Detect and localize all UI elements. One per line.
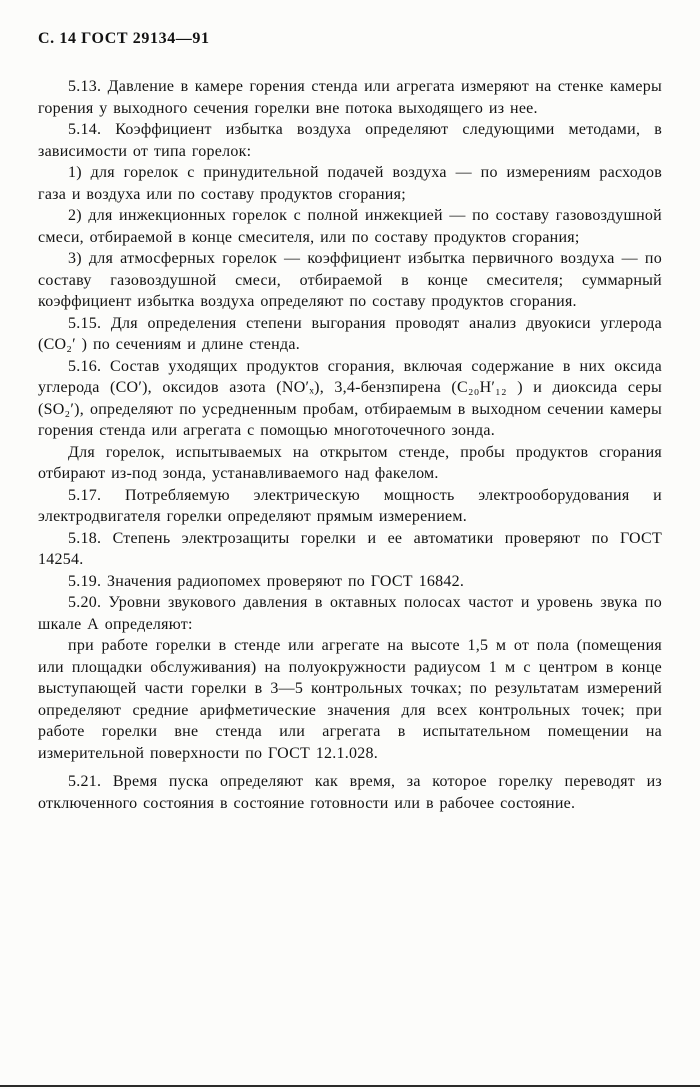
paragraph-5-14: 5.14. Коэффициент избытка воздуха определяют следующими методами, в зависимости от типа горелок:	[38, 121, 662, 160]
paragraph-5-18: 5.18. Степень электрозащиты горелки и ее автоматики проверяют по ГОСТ 14254.	[38, 529, 662, 568]
page-header: С. 14 ГОСТ 29134—91	[38, 30, 210, 47]
paragraph-5-17: 5.17. Потребляемую электрическую мощность электрооборудования и электродвигателя горелки определяют прямым измерением.	[38, 486, 662, 525]
document-body	[38, 76, 662, 814]
paragraph-5-19: 5.19. Значения радиопомех проверяют по ГОСТ 16842.	[68, 572, 465, 590]
paragraph-5-21: 5.21. Время пуска определяют как время, за которое горелку переводят из отключенного состояния в состояние готовности или в рабочее состояние.	[38, 773, 662, 812]
list-item-2: 2) для инжекционных горелок с полной инжекцией — по составу газовоздушной смеси, отбираемой в конце смесителя, или по составу продуктов сгорания;	[38, 207, 662, 246]
paragraph-5-15: 5.15. Для определения степени выгорания проводят анализ двуокиси углерода (CO₂′ ) по сечениям и длине стенда.	[38, 314, 662, 353]
paragraph-5-20: 5.20. Уровни звукового давления в октавных полосах частот и уровень звука по шкале А определяют:	[38, 594, 662, 633]
page-bottom-edge	[0, 1085, 700, 1087]
paragraph-5-16: 5.16. Состав уходящих продуктов сгорания, включая содержание в них оксида углерода (CO′), оксидов азота (NO′ₓ), 3,4-бензпирена (C₂₀H′₁₂ ) и диоксида серы (SO₂′), определяют по усредненным пробам, отбираемым в выходном сечении камеры горения стенда или агрегата с помощью многоточечного зонда.	[38, 357, 662, 439]
paragraph-5-13: 5.13. Давление в камере горения стенда или агрегата измеряют на стенке камеры горения у выходного сечения горелки вне потока выходящего из нее.	[38, 78, 662, 117]
paragraph-5-20-detail: при работе горелки в стенде или агрегате на высоте 1,5 м от пола (помещения или площадки обслуживания) на полуокружности радиусом 1 м с центром в конце выступающей части горелки в 3—5 контрольных точках; по результатам измерений определяют средние арифметические значения для всех контрольных точек; при работе горелки вне стенда или агрегата в испытательном помещении на измерительной поверхности по ГОСТ 12.1.028.	[38, 637, 662, 762]
paragraph-5-16-note: Для горелок, испытываемых на открытом стенде, пробы продуктов сгорания отбирают из-под зонда, устанавливаемого над факелом.	[38, 443, 662, 482]
list-item-3: 3) для атмосферных горелок — коэффициент избытка первичного воздуха — по составу газовоздушной смеси, отбираемой в конце смесителя; суммарный коэффициент избытка воздуха определяют по составу продуктов сгорания.	[38, 250, 662, 310]
list-item-1: 1) для горелок с принудительной подачей воздуха — по измерениям расходов газа и воздуха или по составу продуктов сгорания;	[38, 164, 662, 203]
